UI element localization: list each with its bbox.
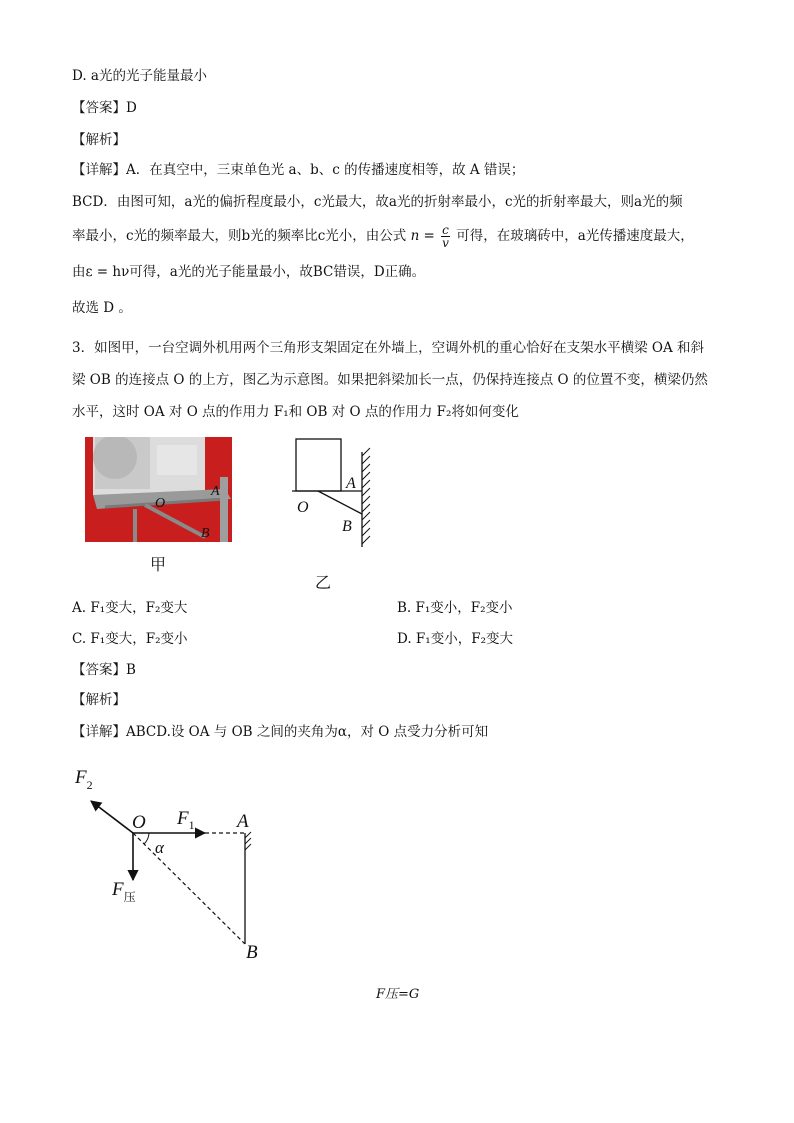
label-fya-sub: 压 [123, 890, 136, 904]
analysis-heading-q3: 【解析】 [72, 692, 126, 708]
formula-fraction [441, 224, 450, 249]
wall-hatching [362, 448, 370, 544]
figure-yi-schematic [285, 432, 380, 552]
schematic-label-o: O [297, 499, 309, 516]
force-f2-arrow [91, 801, 133, 833]
label-b: B [246, 942, 258, 963]
dashed-ob [133, 833, 245, 944]
q3-stem-line-3: 水平，这时 OA 对 O 点的作用力 F₁和 OB 对 O 点的作用力 F₂将如何变化 [72, 404, 519, 420]
formula-denominator: v [442, 236, 449, 250]
detail-line-3-start: 率最小，c光的频率最大，则b光的频率比c光小，由公式 [72, 228, 407, 244]
angle-arc [144, 833, 149, 844]
option-c: C. F₁变大，F₂变小 [72, 631, 188, 647]
answer-q3: 【答案】B [72, 662, 136, 678]
schematic-label-b: B [342, 518, 352, 535]
option-b: B. F₁变小，F₂变小 [397, 600, 513, 616]
force-diagram [65, 758, 285, 973]
detail-q3: 【详解】ABCD.设 OA 与 OB 之间的夹角为α，对 O 点受力分析可知 [72, 724, 489, 740]
label-f2-sub: 2 [86, 778, 93, 792]
q3-stem-line-1: 3．如图甲，一台空调外机用两个三角形支架固定在外墙上，空调外机的重心恰好在支架水平横梁 OA 和斜 [72, 340, 704, 356]
ac-unit-box [296, 439, 341, 491]
detail-line-3-end: 可得，在玻璃砖中，a光传播速度最大， [456, 228, 694, 244]
option-d: D. F₁变小，F₂变大 [397, 631, 513, 647]
label-fya-main: F [112, 879, 124, 900]
figure-jia-caption: 甲 [150, 555, 167, 574]
answer-prev: 【答案】D [72, 100, 137, 116]
photo-label-a: A [211, 484, 220, 499]
detail-line-1: 【详解】A．在真空中，三束单色光 a、b、c 的传播速度相等，故 A 错误； [72, 162, 525, 178]
figure-yi-caption: 乙 [315, 573, 332, 592]
photo-label-o: O [155, 496, 166, 511]
wall-hatch-a [245, 832, 251, 850]
photo-label-b: B [201, 526, 210, 541]
detail-line-3 [72, 224, 694, 249]
label-a: A [237, 811, 249, 832]
label-f2 [74, 767, 93, 792]
label-f1 [176, 808, 195, 832]
label-alpha: α [155, 838, 164, 857]
schematic-label-a: A [346, 475, 356, 492]
conclusion-prev: 故选 D 。 [72, 300, 132, 316]
label-f1-main: F [177, 808, 189, 829]
formula-numerator: c [442, 223, 449, 237]
formula-n: n = [410, 228, 435, 244]
label-f1-sub: 1 [188, 818, 195, 832]
analysis-heading-prev: 【解析】 [72, 132, 126, 148]
beam-ob [318, 491, 362, 514]
detail-line-4: 由ε = hν可得，a光的光子能量最小，故BC错误，D正确。 [72, 264, 426, 280]
detail-line-2: BCD．由图可知，a光的偏折程度最小，c光最大，故a光的折射率最小，c光的折射率最大，则a光的频 [72, 194, 683, 210]
figure-jia-photo [85, 437, 232, 542]
label-fya [111, 879, 136, 904]
q3-stem-line-2: 梁 OB 的连接点 O 的上方，图乙为示意图。如果把斜梁加长一点，仍保持连接点 O 的位置不变，横梁仍然 [72, 372, 708, 388]
option-a: A. F₁变大，F₂变大 [72, 600, 188, 616]
label-o: O [132, 812, 146, 833]
ac-unit-photo-drawing [85, 437, 232, 542]
equation-fya-g: F压=G [376, 987, 420, 1002]
label-f2-main: F [75, 767, 87, 788]
option-d-prev: D. a光的光子能量最小 [72, 68, 207, 84]
